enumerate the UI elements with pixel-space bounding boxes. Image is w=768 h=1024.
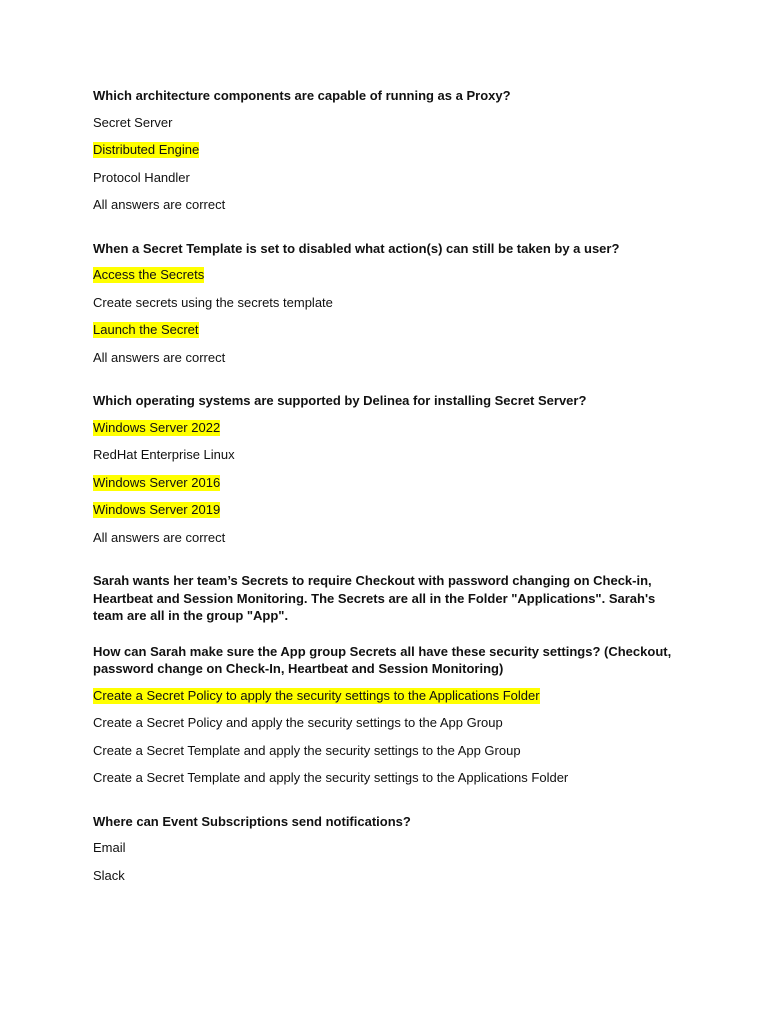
answer-option [93,714,683,732]
answer-text: Windows Server 2022 [93,419,221,435]
answer-text: Create secrets using the secrets template [93,294,333,310]
question-block-4 [93,572,683,787]
answer-text: Create a Secret Policy and apply the security settings to the App Group [93,715,503,730]
question-block-2 [93,240,683,367]
answer-option [93,114,683,132]
question-scenario-text: Sarah wants her team’s Secrets to require Checkout with password changing on Check-in, Heartbeat and Session Monitoring. The Secrets are all in the Folder "Applications". Sarah's team are all in the group "App". [93,573,656,623]
question-block-1 [93,87,683,214]
answer-text: Email [93,840,126,855]
answer-text: All answers are correct [93,349,226,365]
question-block-3 [93,392,683,546]
answer-option [93,294,683,312]
answer-option-highlighted [93,501,683,519]
question-text: Which operating systems are supported by Delinea for installing Secret Server? [93,393,587,408]
answer-option-highlighted [93,321,683,339]
answer-option [93,742,683,760]
answer-option-highlighted [93,474,683,492]
answer-text: Create a Secret Template and apply the security settings to the App Group [93,742,521,758]
question-text: Which architecture components are capable of running as a Proxy? [93,88,511,103]
question-block-5 [93,813,683,885]
answer-text: Windows Server 2016 [93,474,221,490]
answer-text: Access the Secrets [93,267,205,282]
answer-text: Create a Secret Policy to apply the security settings to the Applications Folder [93,687,540,703]
answer-text: All answers are correct [93,529,226,545]
answer-text: RedHat Enterprise Linux [93,447,235,462]
answer-text: Secret Server [93,114,173,130]
answer-text: Create a Secret Template and apply the security settings to the Applications Folder [93,770,569,785]
question-text: Where can Event Subscriptions send notifications? [93,813,411,829]
answer-text: All answers are correct [93,197,226,212]
answer-option [93,867,683,885]
answer-text: Windows Server 2019 [93,502,221,517]
answer-option-highlighted [93,687,683,705]
answer-text: Launch the Secret [93,322,199,337]
answer-text: Distributed Engine [93,142,200,157]
answer-option [93,446,683,464]
document-content [93,87,683,894]
question-text: How can Sarah make sure the App group Secrets all have these security settings? (Checkout, password change on Check-In, Heartbeat and Session Monitoring) [93,643,672,676]
answer-option-highlighted [93,141,683,159]
answer-text: Protocol Handler [93,169,190,185]
answer-text: Slack [93,867,125,883]
answer-option [93,769,683,787]
question-text: When a Secret Template is set to disabled what action(s) can still be taken by a user? [93,240,620,256]
answer-option [93,349,683,367]
answer-option [93,196,683,214]
answer-option-highlighted [93,266,683,284]
answer-option [93,169,683,187]
answer-option-highlighted [93,419,683,437]
answer-option [93,529,683,547]
answer-option [93,839,683,857]
